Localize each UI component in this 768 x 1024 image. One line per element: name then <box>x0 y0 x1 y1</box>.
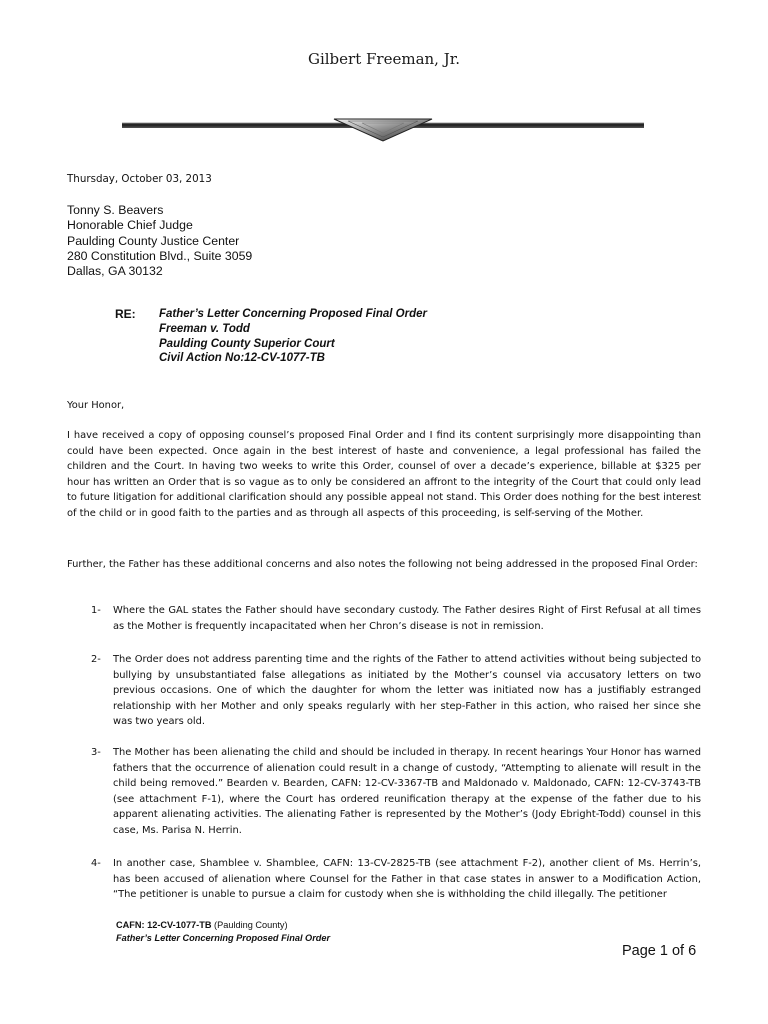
re-line-2: Freeman v. Todd <box>159 322 250 335</box>
paragraph-1: I have received a copy of opposing counsel’s proposed Final Order and I find its content surprisingly more disappointing than could have been expected. Once again in the best interest of haste and convenience, a legal professional has failed the children and the Court. In having two weeks to write this Order, counsel of over a decade’s experience, billable at $325 per hour has written an Order that is so vague as to only be considered an affront to the integrity of the Court that could only lead to future litigation for additional clarification should any possible appeal not stand. This Order does nothing for the best interest of the child or in good faith to the parties and as through all aspects of this proceeding, is self-serving of the Mother. <box>67 430 701 519</box>
list-item-number: 1- <box>91 605 101 616</box>
recipient-address <box>67 203 252 279</box>
list-item-number: 2- <box>91 654 101 665</box>
letterhead-name: Gilbert Freeman, Jr. <box>307 50 461 68</box>
recipient-street: 280 Constitution Blvd., Suite 3059 <box>67 248 253 263</box>
footer-county: (Paulding County) <box>214 920 288 930</box>
footer-title: Father’s Letter Concerning Proposed Final Order <box>116 932 331 943</box>
letterhead-divider <box>122 113 644 145</box>
list-item-text: The Order does not address parenting time and the rights of the Father to attend activities without being subjected to bullying by unsubstantiated false allegations as initiated by the Mother’s counsel via accusatory letters on two previous occasions. One of which the daughter for whom the letter was initiated now has a justifiably estranged relationship with her Mother and only speaks regularly with her step-Father in this action, who raised her since she was two years old. <box>113 654 701 728</box>
footer-cafn: CAFN: 12-CV-1077-TB <box>116 920 212 930</box>
list-item-number: 3- <box>91 747 101 758</box>
recipient-institution: Paulding County Justice Center <box>67 233 240 248</box>
recipient-name: Tonny S. Beavers <box>67 203 164 217</box>
re-label: RE: <box>115 307 136 321</box>
recipient-city: Dallas, GA 30132 <box>67 264 163 279</box>
paragraph-2: Further, the Father has these additional concerns and also notes the following not being addressed in the proposed Final Order: <box>67 559 698 570</box>
re-line-3: Paulding County Superior Court <box>159 337 335 350</box>
letter-date: Thursday, October 03, 2013 <box>67 173 212 185</box>
salutation: Your Honor, <box>67 400 125 411</box>
list-item-text: Where the GAL states the Father should have secondary custody. The Father desires Right of First Refusal at all times as the Mother is frequently incapacitated when her Chron’s disease is not in remission. <box>113 605 701 632</box>
footer-case-info <box>116 919 330 944</box>
recipient-title: Honorable Chief Judge <box>67 218 193 233</box>
list-item-text: The Mother has been alienating the child and should be included in therapy. In recent hearings Your Honor has warned fathers that the occurrence of alienation could result in a change of custody, “Attempting to alienate will result in the child being removed.” Bearden v. Bearden, CAFN: 12-CV-3367-TB and Maldonado v. Maldonado, CAFN: 12-CV-3743-TB (see attachment F-1), where the Court has ordered reunification therapy at the expense of the father due to his apparent alienating activities. The alienating Father is represented by the Mother’s (Jody Ebright-Todd) counsel in this case, Ms. Parisa N. Herrin. <box>113 747 701 836</box>
re-subject <box>159 307 427 366</box>
page-number: Page 1 of 6 <box>622 943 697 959</box>
re-line-4: Civil Action No:12-CV-1077-TB <box>159 352 325 365</box>
re-line-1: Father’s Letter Concerning Proposed Final Order <box>159 308 427 320</box>
list-item-number: 4- <box>91 858 101 869</box>
list-item-text: In another case, Shamblee v. Shamblee, CAFN: 13-CV-2825-TB (see attachment F-2), another client of Ms. Herrin’s, has been accused of alienation where Counsel for the Father in that case states in answer to a Modification Action, “The petitioner is unable to pursue a claim for custody when she is withholding the child illegally. The petitioner <box>113 858 701 901</box>
